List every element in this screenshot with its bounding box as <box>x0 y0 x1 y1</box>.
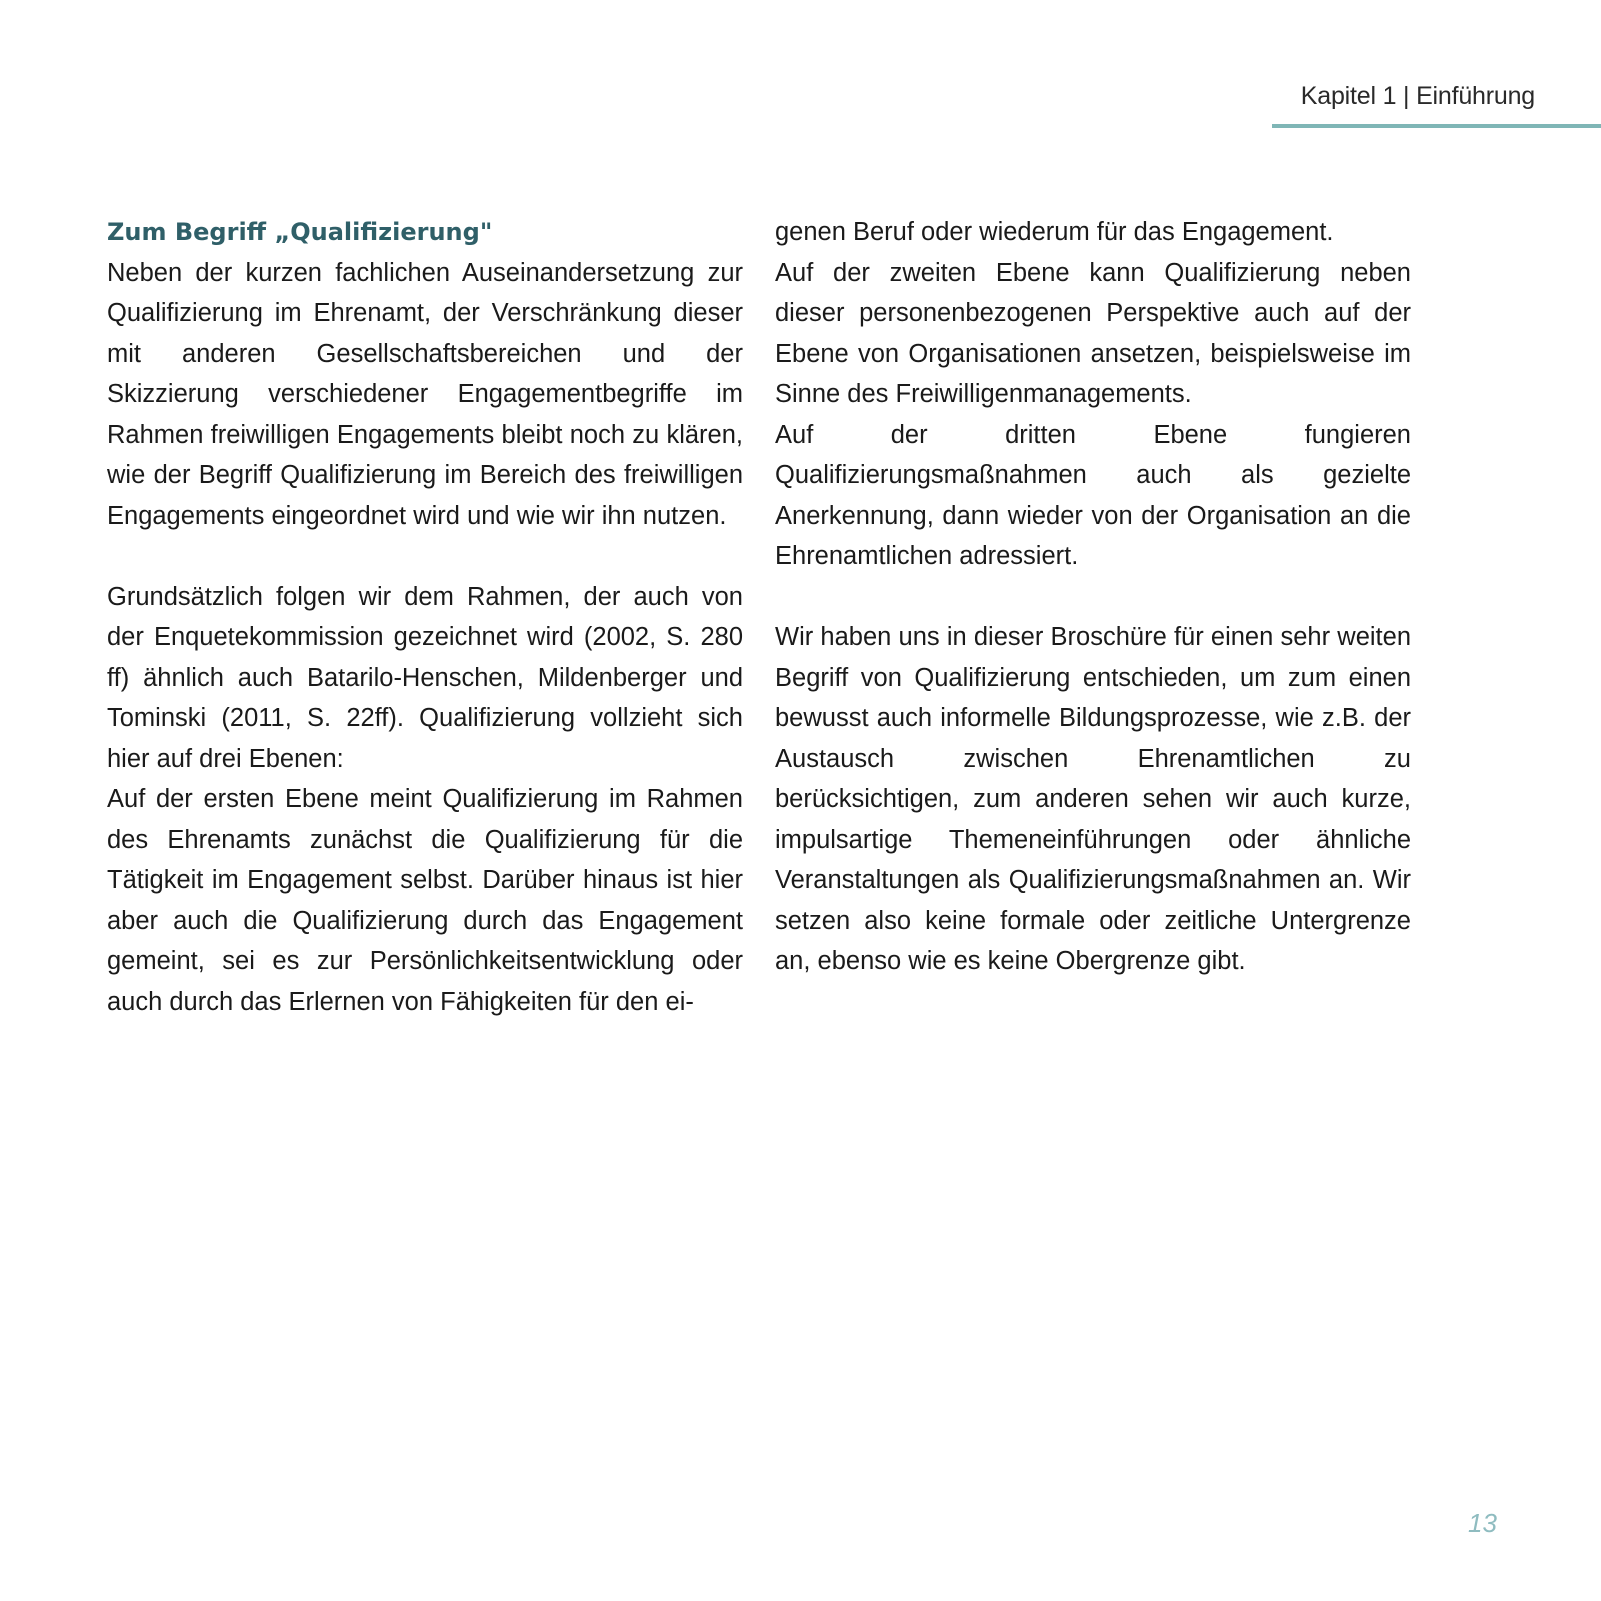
paragraph: Auf der dritten Ebene fungieren Qualifizierungsmaßnahmen auch als gezielte Anerkennung, dann wieder von der Organisation an die Ehrenamtlichen adressiert. <box>775 420 1411 570</box>
paragraph-spacer <box>775 577 1411 618</box>
left-column <box>107 212 743 1022</box>
paragraph: Auf der zweiten Ebene kann Qualifizierung neben dieser personenbezogenen Perspektive auch auf der Ebene von Organisationen ansetzen, beispielsweise im Sinne des Freiwilligenmanagements. <box>775 258 1411 408</box>
chapter-header: Kapitel 1 | Einführung <box>1300 82 1535 110</box>
page-number: 13 <box>1468 1508 1497 1538</box>
paragraph: Wir haben uns in dieser Broschüre für einen sehr weiten Begriff von Qualifizierung entschieden, um zum einen bewusst auch informelle Bildungsprozesse, wie z.B. der Austausch zwischen Ehrenamtlichen zu berücksichtigen, zum anderen sehen wir auch kurze, impulsartige Themeneinführungen oder ähnliche Veranstaltungen als Qualifizierungsmaßnahmen an. Wir setzen also keine formale oder zeitliche Untergrenze an, ebenso wie es keine Obergrenze gibt. <box>775 623 1411 975</box>
header-accent-rule <box>1272 124 1601 128</box>
paragraph-spacer <box>107 536 743 577</box>
section-heading: Zum Begriff „Qualifizierung" <box>107 218 493 246</box>
paragraph: Neben der kurzen fachlichen Auseinandersetzung zur Qualifizierung im Ehrenamt, der Verschränkung dieser mit anderen Gesellschaftsbereichen und der Skizzierung verschiedener Engagementbegriffe im Rahmen freiwilligen Engagements bleibt noch zu klären, wie der Begriff Qualifizierung im Bereich des freiwilligen Engagements eingeordnet wird und wie wir ihn nutzen. <box>107 258 743 530</box>
paragraph: Grundsätzlich folgen wir dem Rahmen, der auch von der Enquetekommission gezeichnet wird (2002, S. 280 ff) ähnlich auch Batarilo-Henschen, Mildenberger und Tominski (2011, S. 22ff). Qualifizierung vollzieht sich hier auf drei Ebenen: <box>107 582 743 773</box>
paragraph: genen Beruf oder wiederum für das Engagement. <box>775 218 1334 246</box>
paragraph: Auf der ersten Ebene meint Qualifizierung im Rahmen des Ehrenamts zunächst die Qualifizierung für die Tätigkeit im Engagement selbst. Darüber hinaus ist hier aber auch die Qualifizierung durch das Engagement gemeint, sei es zur Persönlichkeitsentwicklung oder auch durch das Erlernen von Fähigkeiten für den ei- <box>107 785 743 1016</box>
right-column <box>775 212 1411 982</box>
